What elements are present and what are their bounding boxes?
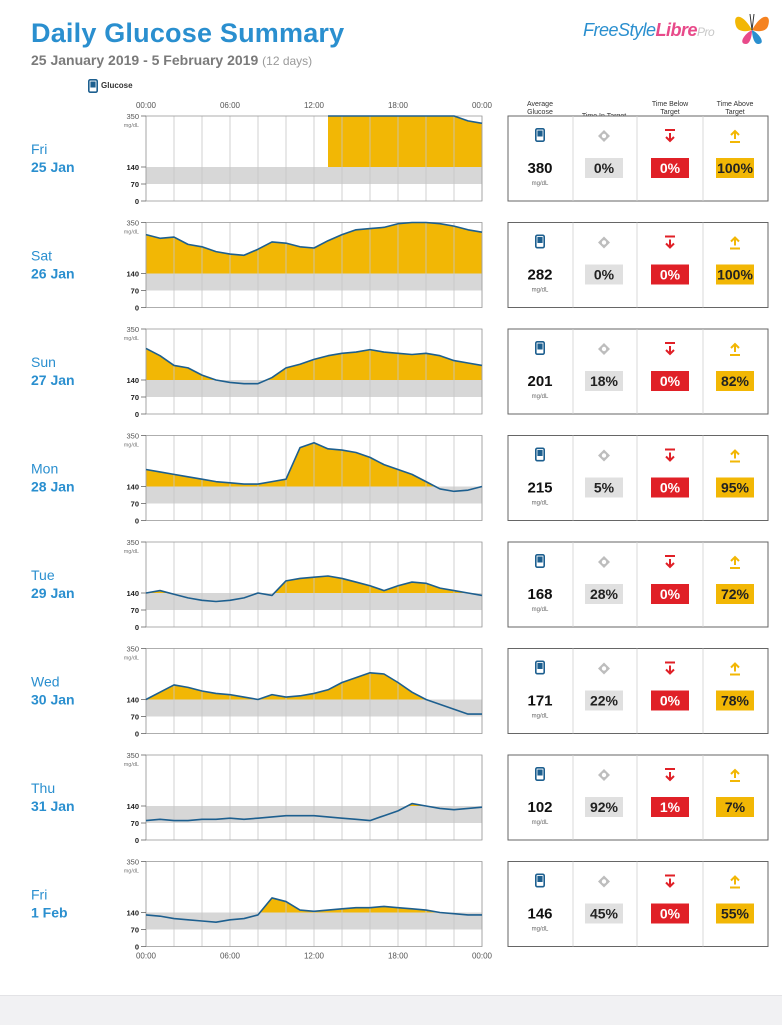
time-in-target-value: 0% [593, 266, 615, 283]
time-in-target-value: 28% [589, 586, 619, 602]
y-tick-label: 0 [134, 729, 139, 739]
average-glucose-value: 171 [527, 692, 553, 710]
y-tick-label: 0 [134, 516, 139, 526]
time-in-target-value: 5% [593, 479, 615, 496]
sensor-icon-screen [537, 663, 542, 669]
stats-box [508, 436, 768, 521]
time-below-target-value: 0% [659, 373, 681, 389]
day-date: 1 Feb [31, 904, 68, 921]
glucose-sensor-icon [536, 555, 544, 567]
y-unit-label: mg/dL [123, 123, 139, 129]
header-time-above: Time Above [716, 101, 754, 108]
time-above-target-value: 100% [717, 266, 753, 283]
y-unit-label: mg/dL [123, 762, 139, 768]
y-tick-label: 350 [126, 751, 139, 760]
bottom-x-tick-label: 12:00 [303, 951, 325, 961]
glucose-sensor-icon [536, 874, 544, 886]
logo-freestyle: FreeStyle [583, 20, 656, 40]
average-glucose-unit: mg/dL [531, 820, 549, 826]
y-tick-label: 140 [126, 802, 139, 811]
date-range-text: 25 January 2019 - 5 February 2019 [31, 52, 259, 68]
y-tick-label: 70 [130, 606, 139, 615]
target-icon-center [602, 879, 606, 883]
day-weekday: Fri [31, 141, 48, 157]
time-above-target-value: 7% [724, 799, 746, 815]
stats-box [508, 223, 768, 308]
glucose-sensor-icon [536, 448, 544, 460]
average-glucose-value: 201 [527, 373, 553, 390]
y-tick-label: 0 [134, 197, 139, 206]
bottom-x-tick-label: 00:00 [471, 951, 493, 961]
target-icon-center [602, 666, 606, 670]
average-glucose-unit: mg/dL [531, 394, 549, 400]
day-weekday: Tue [31, 567, 55, 583]
header-time-above: Target [725, 109, 745, 116]
y-unit-label: mg/dL [123, 868, 139, 875]
day-weekday: Wed [31, 673, 60, 690]
top-x-tick-label: 06:00 [219, 101, 241, 110]
day-date: 30 Jan [31, 691, 75, 708]
logo-libre: Libre [655, 20, 698, 40]
day-panel [31, 645, 482, 739]
bottom-x-tick-label: 00:00 [135, 951, 157, 961]
logo-pro: Pro [697, 25, 715, 39]
average-glucose-value: 380 [527, 160, 553, 177]
y-tick-label: 140 [126, 269, 139, 279]
time-above-target-value: 55% [720, 905, 750, 922]
time-above-target-value: 72% [720, 586, 750, 602]
day-weekday: Sat [31, 247, 53, 264]
top-x-tick-label: 12:00 [303, 101, 325, 110]
time-in-target-value: 92% [589, 799, 619, 815]
above-target-area [328, 116, 482, 167]
y-tick-label: 140 [126, 376, 139, 385]
y-tick-label: 0 [134, 836, 139, 845]
average-glucose-value: 215 [527, 479, 553, 497]
day-panel [31, 751, 482, 845]
top-x-tick-label: 18:00 [387, 101, 409, 110]
y-tick-label: 140 [126, 695, 139, 705]
y-tick-label: 140 [126, 589, 139, 598]
day-panel [31, 112, 482, 206]
y-tick-label: 0 [134, 410, 139, 419]
average-glucose-unit: mg/dL [531, 287, 549, 294]
stats-box [508, 329, 768, 414]
stats-box [508, 542, 768, 627]
time-below-target-value: 0% [659, 479, 681, 496]
sensor-icon-screen [537, 344, 542, 350]
day-date: 28 Jan [31, 478, 75, 495]
time-above-target-value: 100% [717, 160, 753, 176]
day-weekday: Mon [31, 460, 59, 477]
average-glucose-value: 282 [527, 266, 553, 284]
legend-label: Glucose [101, 81, 133, 91]
time-in-target-value: 22% [589, 692, 619, 709]
target-icon-center [602, 453, 606, 457]
y-tick-label: 70 [130, 819, 139, 828]
target-icon-center [602, 347, 606, 351]
bottom-x-tick-label: 06:00 [219, 951, 241, 961]
target-icon-center [602, 240, 606, 244]
day-panel [31, 858, 482, 952]
header-average-glucose: Average [527, 101, 553, 108]
average-glucose-value: 168 [527, 586, 553, 603]
day-panel [31, 325, 482, 419]
y-tick-label: 140 [126, 482, 139, 492]
y-tick-label: 0 [134, 942, 139, 952]
time-in-target-value: 45% [589, 905, 619, 922]
time-above-target-value: 78% [720, 692, 750, 709]
average-glucose-unit: mg/dL [531, 926, 549, 933]
y-tick-label: 140 [126, 908, 139, 918]
day-date: 25 Jan [31, 159, 75, 175]
glucose-sensor-icon [536, 768, 544, 780]
time-below-target-value: 0% [659, 586, 681, 602]
y-tick-label: 70 [130, 286, 139, 296]
glucose-sensor-icon [536, 342, 544, 354]
day-date: 26 Jan [31, 265, 75, 282]
glucose-sensor-icon [536, 235, 544, 247]
sensor-icon-screen [537, 131, 542, 137]
y-tick-label: 350 [126, 538, 139, 547]
footer-bar [0, 995, 782, 1025]
time-below-target-value: 1% [659, 799, 681, 815]
day-date: 29 Jan [31, 585, 75, 601]
y-tick-label: 70 [130, 393, 139, 402]
y-unit-label: mg/dL [123, 655, 139, 662]
average-glucose-value: 146 [527, 905, 553, 923]
average-glucose-unit: mg/dL [531, 713, 549, 720]
day-date: 27 Jan [31, 372, 75, 388]
y-tick-label: 350 [126, 431, 139, 441]
y-tick-label: 350 [126, 857, 139, 867]
y-unit-label: mg/dL [123, 442, 139, 449]
y-unit-label: mg/dL [123, 229, 139, 236]
days-count: (12 days) [262, 54, 313, 68]
header-time-below: Target [660, 109, 680, 116]
y-tick-label: 350 [126, 325, 139, 334]
y-tick-label: 350 [126, 112, 139, 121]
stats-box [508, 116, 768, 201]
day-weekday: Fri [31, 886, 48, 903]
header-time-below: Time Below [651, 101, 689, 108]
sensor-icon-screen [537, 237, 542, 243]
stats-box [508, 755, 768, 840]
sensor-icon-screen [537, 450, 542, 456]
top-x-tick-label: 00:00 [135, 101, 157, 110]
y-tick-label: 0 [134, 303, 139, 313]
day-panel [31, 219, 482, 313]
day-panel [31, 432, 482, 526]
time-below-target-value: 0% [659, 692, 681, 709]
y-tick-label: 70 [130, 499, 139, 509]
day-date: 31 Jan [31, 798, 75, 814]
target-icon-center [602, 560, 606, 564]
time-below-target-value: 0% [659, 266, 681, 283]
stats-box [508, 862, 768, 947]
average-glucose-value: 102 [527, 799, 553, 816]
y-tick-label: 350 [126, 218, 139, 228]
top-x-tick-label: 00:00 [471, 101, 493, 110]
y-tick-label: 70 [130, 712, 139, 722]
y-tick-label: 140 [126, 163, 139, 172]
y-tick-label: 350 [126, 644, 139, 654]
bottom-x-tick-label: 18:00 [387, 951, 409, 961]
time-in-target-value: 18% [589, 373, 619, 389]
day-weekday: Sun [31, 354, 56, 370]
time-in-target-value: 0% [593, 160, 615, 176]
y-unit-label: mg/dL [123, 549, 139, 555]
stats-box [508, 649, 768, 734]
time-below-target-value: 0% [659, 160, 681, 176]
sensor-icon-screen [537, 876, 542, 882]
y-unit-label: mg/dL [123, 336, 139, 342]
target-icon-center [602, 773, 606, 777]
day-panel [31, 538, 482, 632]
glucose-sensor-icon [536, 661, 544, 673]
average-glucose-unit: mg/dL [531, 607, 549, 613]
sensor-icon-screen [537, 557, 542, 563]
y-tick-label: 70 [130, 180, 139, 189]
sensor-icon-screen [537, 770, 542, 776]
average-glucose-unit: mg/dL [531, 500, 549, 507]
target-icon-center [602, 134, 606, 138]
time-above-target-value: 82% [720, 373, 750, 389]
page-title: Daily Glucose Summary [31, 18, 345, 48]
day-weekday: Thu [31, 780, 56, 796]
average-glucose-unit: mg/dL [531, 181, 549, 187]
header-average-glucose: Glucose [527, 109, 553, 116]
y-tick-label: 0 [134, 623, 139, 632]
time-above-target-value: 95% [720, 479, 750, 496]
y-tick-label: 70 [130, 925, 139, 935]
time-below-target-value: 0% [659, 905, 681, 922]
glucose-sensor-icon [536, 129, 544, 141]
